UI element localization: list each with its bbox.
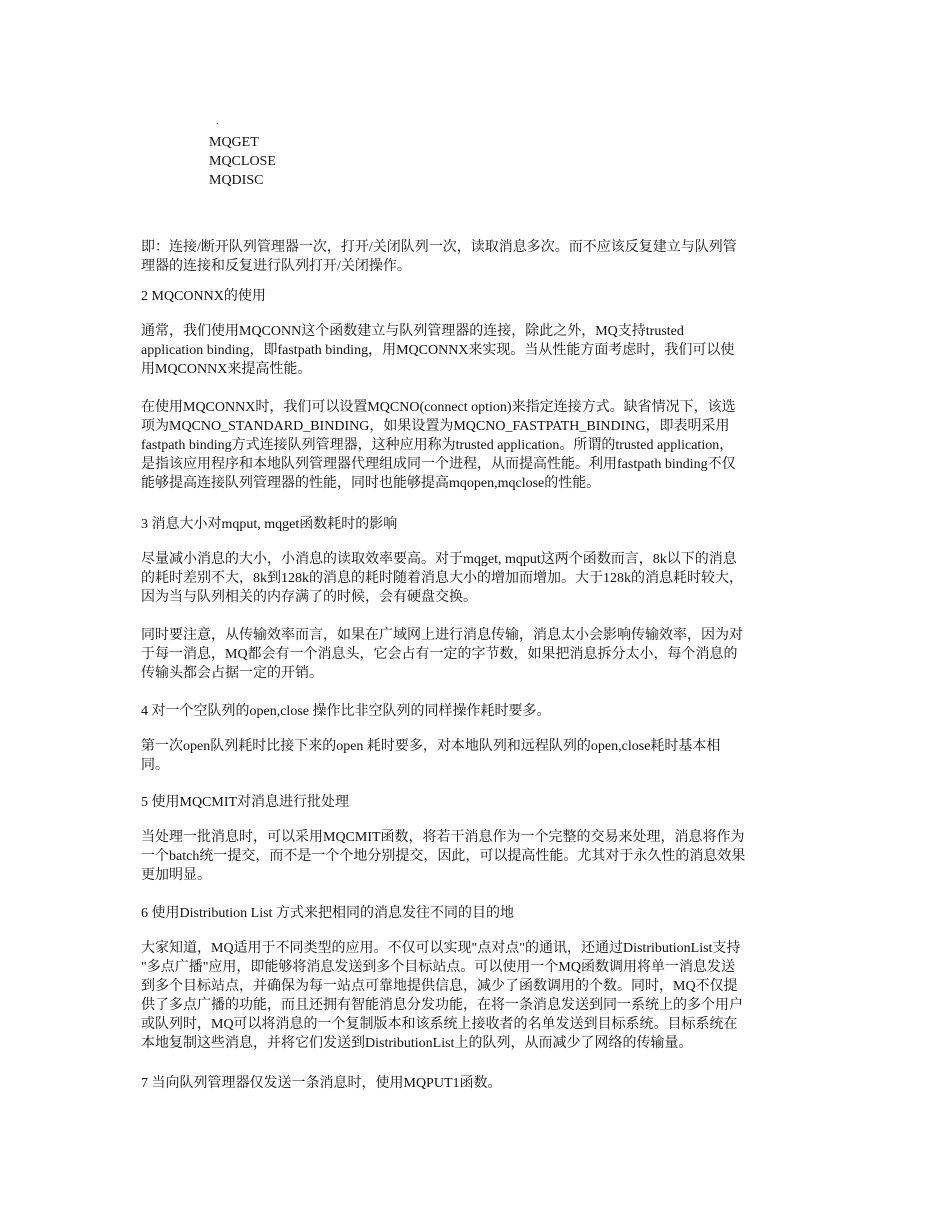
paragraph-line: 更加明显。 <box>141 868 211 883</box>
paragraph <box>141 702 550 721</box>
paragraph-line: 用MQCONNX来提高性能。 <box>141 362 312 377</box>
mq-call-item: MQCLOSE <box>209 154 276 169</box>
mq-call-item: MQDISC <box>209 173 264 188</box>
paragraph-line: 在使用MQCONNX时，我们可以设置MQCNO(connect option)来指定连接方式。缺省情况下，该选 <box>141 400 736 415</box>
paragraph-line: 项为MQCNO_STANDARD_BINDING，如果设置为MQCNO_FASTPATH_BINDING，即表明采用 <box>141 419 730 434</box>
paragraph-line: 的耗时差别不大，8k到128k的消息的耗时随着消息大小的增加而增加。大于128k的消息耗时较大， <box>141 571 743 586</box>
paragraph <box>141 793 349 812</box>
paragraph <box>141 1074 502 1093</box>
paragraph-line: 2 MQCONNX的使用 <box>141 289 266 304</box>
paragraph-line: 6 使用Distribution List 方式来把相同的消息发往不同的目的地 <box>141 906 514 921</box>
mq-call-list <box>209 133 276 190</box>
paragraph-line: 因为当与队列相关的内存满了的时候，会有硬盘交换。 <box>141 590 477 605</box>
paragraph-line: 或队列时，MQ可以将消息的一个复制版本和该系统上接收者的名单发送到目标系统。目标系统在 <box>141 1017 738 1032</box>
paragraph-line: 7 当向队列管理器仅发送一条消息时，使用MQPUT1函数。 <box>141 1076 502 1091</box>
paragraph <box>141 737 720 775</box>
paragraph-line: application binding，即fastpath binding，用MQCONNX来实现。当从性能方面考虑时，我们可以使 <box>141 343 735 358</box>
paragraph-line: 即：连接/断开队列管理器一次，打开/关闭队列一次，读取消息多次。而不应该反复建立与队列管 <box>141 240 737 255</box>
paragraph <box>141 828 745 885</box>
paragraph <box>141 322 734 379</box>
stray-dot: . <box>216 116 219 127</box>
paragraph-line: 通常，我们使用MQCONN这个函数建立与队列管理器的连接，除此之外，MQ支持trusted <box>141 324 684 339</box>
paragraph-line: 到多个目标站点，并确保为每一站点可靠地提供信息，减少了函数调用的个数。同时，MQ不仅提 <box>141 979 738 994</box>
paragraph <box>141 626 743 683</box>
paragraph-line: 供了多点广播的功能，而且还拥有智能消息分发功能，在将一条消息发送到同一系统上的多个用户 <box>141 998 743 1013</box>
paragraph-line: 传输头都会占据一定的开销。 <box>141 666 323 681</box>
paragraph-line: 大家知道，MQ适用于不同类型的应用。不仅可以实现"点对点"的通讯，还通过DistributionList支持 <box>141 941 741 956</box>
paragraph-line: "多点广播"应用，即能够将消息发送到多个目标站点。可以使用一个MQ函数调用将单一消息发送 <box>141 960 735 975</box>
paragraph-line: 一个batch统一提交，而不是一个个地分别提交，因此，可以提高性能。尤其对于永久性的消息效果 <box>141 849 746 864</box>
paragraph <box>141 550 743 607</box>
paragraph-line: fastpath binding方式连接队列管理器，这种应用称为trusted application。所谓的trusted application， <box>141 438 734 453</box>
paragraph-line: 理器的连接和反复进行队列打开/关闭操作。 <box>141 259 411 274</box>
paragraph <box>141 515 397 534</box>
paragraph-line: 是指该应用程序和本地队列管理器代理组成同一个进程，从而提高性能。利用fastpath binding不仅 <box>141 457 736 472</box>
mq-call-item: MQGET <box>209 135 259 150</box>
paragraph-line: 5 使用MQCMIT对消息进行批处理 <box>141 795 350 810</box>
paragraph-line: 于每一消息，MQ都会有一个消息头，它会占有一定的字节数，如果把消息拆分太小，每个消息的 <box>141 647 738 662</box>
paragraph-line: 当处理一批消息时，可以采用MQCMIT函数，将若干消息作为一个完整的交易来处理，消息将作为 <box>141 830 745 845</box>
paragraph <box>141 939 743 1053</box>
paragraph-line: 本地复制这些消息，并将它们发送到DistributionList上的队列，从而减少了网络的传输量。 <box>141 1036 693 1051</box>
paragraph-line: 第一次open队列耗时比接下来的open 耗时要多，对本地队列和远程队列的open,close耗时基本相 <box>141 739 721 754</box>
paragraph-line: 同。 <box>141 758 169 773</box>
paragraph-line: 3 消息大小对mqput, mqget函数耗时的影响 <box>141 517 398 532</box>
paragraph-line: 4 对一个空队列的open,close 操作比非空队列的同样操作耗时要多。 <box>141 704 551 719</box>
paragraph-line: 同时要注意，从传输效率而言，如果在广域网上进行消息传输，消息太小会影响传输效率，因为对 <box>141 628 743 643</box>
paragraph-line: 能够提高连接队列管理器的性能，同时也能够提高mqopen,mqclose的性能。 <box>141 476 601 491</box>
paragraph <box>141 287 266 306</box>
paragraph-line: 尽量减小消息的大小，小消息的读取效率要高。对于mqget, mqput这两个函数而言，8k以下的消息 <box>141 552 737 567</box>
paragraph <box>141 238 737 276</box>
paragraph <box>141 398 736 493</box>
paragraph <box>141 904 514 923</box>
